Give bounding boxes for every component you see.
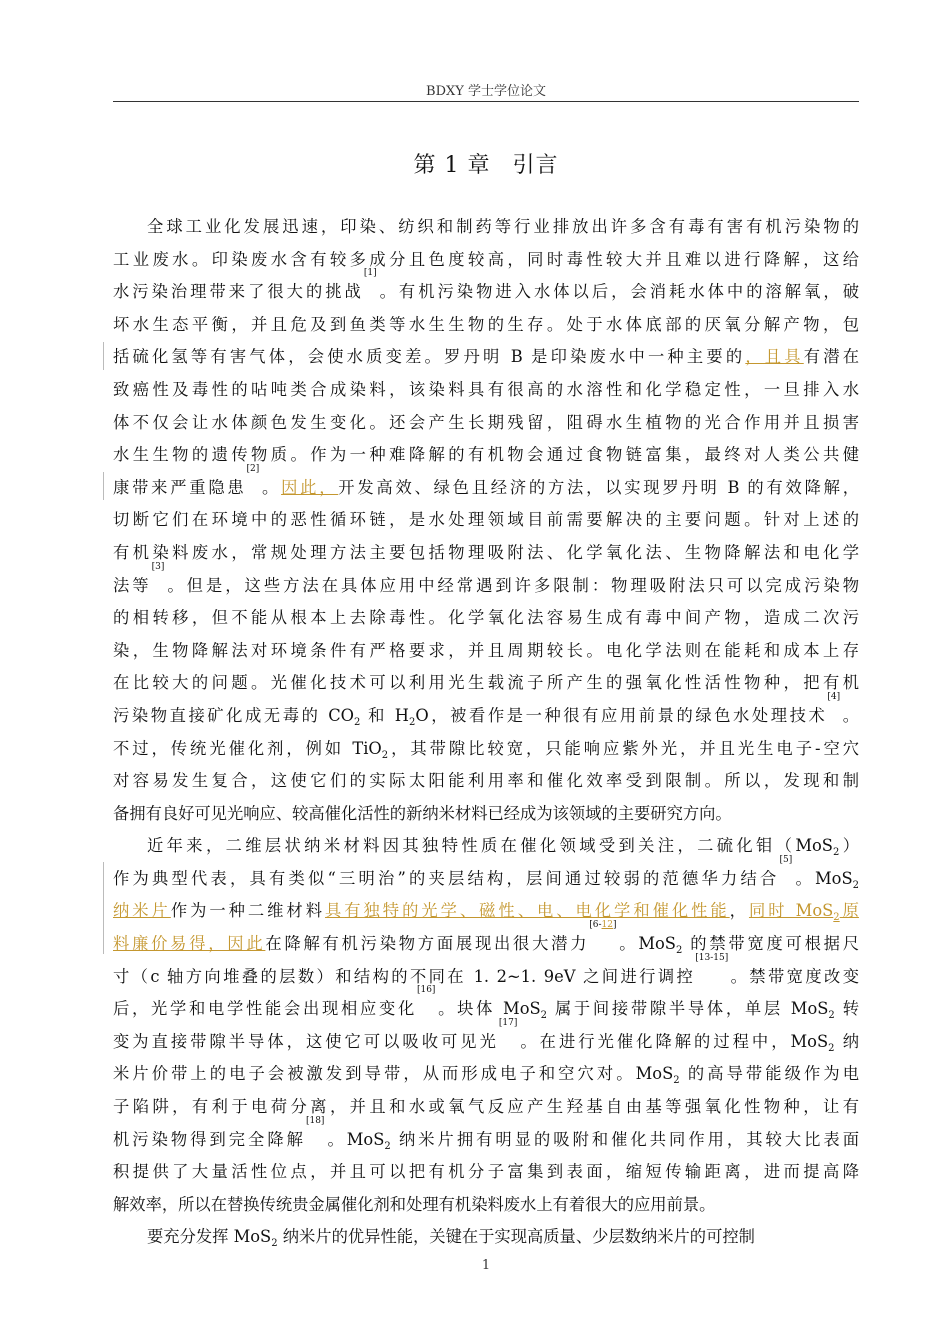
text-run: 开发高效、绿色且经济的方法，以实现罗丹明 B 的有效降解， bbox=[338, 477, 859, 497]
subscript: 2 bbox=[540, 1010, 548, 1022]
text-run: 有潜在 bbox=[803, 347, 859, 367]
tracked-change-subscript: 2 bbox=[833, 912, 840, 924]
text-line bbox=[113, 268, 859, 309]
text-run: 致癌性及毒性的呫吨类合成染料，该染料具有很高的水溶性和化学稳定性，一旦排入水 bbox=[113, 379, 859, 399]
text-run: 属于间接带隙半导体，单层 MoS bbox=[547, 999, 829, 1019]
text-run: 。 bbox=[840, 705, 859, 725]
citation: [5] bbox=[779, 854, 793, 865]
text-run: 法等 bbox=[113, 575, 152, 595]
text-run: 寸（c 轴方向堆叠的层数）和结构的不同在 1. 2~1. 9eV 之间进行调控 bbox=[113, 966, 696, 986]
chapter-name: 引言 bbox=[512, 153, 559, 178]
text-run: 转 bbox=[834, 999, 859, 1019]
subscript: 2 bbox=[828, 1042, 835, 1054]
citation: ] bbox=[613, 920, 617, 931]
text-line bbox=[113, 765, 859, 798]
text-run: 污染物直接矿化成无毒的 CO bbox=[113, 705, 355, 725]
text-run: 不过，传统光催化剂，例如 TiO bbox=[113, 738, 382, 758]
text-line bbox=[113, 733, 859, 766]
text-line bbox=[113, 439, 859, 472]
paragraph bbox=[113, 830, 859, 1221]
revision-mark bbox=[103, 862, 104, 954]
revision-mark bbox=[103, 472, 104, 500]
tracked-change: 同时 MoS bbox=[748, 901, 834, 921]
text-line bbox=[113, 1156, 859, 1189]
text-run: 切断它们在环境中的恶性循环链，是水处理领域目前需要解决的主要问题。针对上述的 bbox=[113, 510, 859, 530]
tracked-change: 因此， bbox=[281, 477, 339, 497]
chapter-title bbox=[113, 148, 859, 179]
text-run: 水污染治理带来了很大的挑战 bbox=[113, 282, 364, 302]
text-line bbox=[113, 309, 859, 342]
text-run: 的高导带能级作为电 bbox=[679, 1064, 859, 1084]
text-run: 坏水生态平衡，并且危及到鱼类等水生生物的生存。处于水体底部的厌氧分解产物，包 bbox=[113, 314, 859, 334]
tracked-change: ，且具 bbox=[745, 347, 804, 367]
text-run: ， bbox=[729, 901, 749, 921]
header-rule bbox=[113, 101, 859, 102]
text-run: 。 bbox=[259, 477, 282, 497]
text-line bbox=[113, 244, 859, 277]
text-run: 。在进行光催化降解的过程中，MoS bbox=[517, 1031, 829, 1051]
text-run: 纳米片拥有明显的吸附和催化共同作用，其较大比表面 bbox=[390, 1129, 859, 1149]
tracked-change-citation: 12 bbox=[601, 920, 613, 931]
text-line bbox=[113, 635, 859, 668]
text-run: 。MoS bbox=[324, 1129, 385, 1149]
text-run: 解效率，所以在替换传统贵金属催化剂和处理有机染料废水上有着很大的应用前景。 bbox=[113, 1194, 716, 1214]
citation: [6- bbox=[589, 920, 602, 931]
body-text bbox=[113, 211, 859, 1254]
subscript: 2 bbox=[384, 1140, 391, 1152]
text-line bbox=[113, 341, 859, 374]
subscript: 2 bbox=[673, 1075, 680, 1087]
subscript: 2 bbox=[408, 716, 416, 728]
text-line bbox=[113, 798, 859, 831]
text-run: 。禁带宽度改变 bbox=[728, 966, 859, 986]
text-run: 积提供了大量活性位点，并且可以把有机分子富集到表面，缩短传输距离，进而提高降 bbox=[113, 1162, 859, 1182]
text-run: 。MoS bbox=[792, 868, 853, 888]
text-run: 全球工业化发展迅速，印染、纺织和制药等行业排放出许多含有毒有害有机污染物的 bbox=[147, 217, 859, 236]
text-run: 子陷阱，有利于电荷分离，并且和水或氧气反应产生羟基自由基等强氧化性物种，让有 bbox=[113, 1097, 859, 1117]
text-run: 水生生物的遗传物质。作为一种难降解的有机物会通过食物链富集，最终对人类公共健 bbox=[113, 445, 859, 465]
citation: [18] bbox=[305, 1115, 325, 1126]
paragraph bbox=[113, 1221, 859, 1254]
text-run: 纳米片的优异性能，关键在于实现高质量、少层数纳米片的可控制 bbox=[277, 1227, 755, 1247]
text-run: 后，光学和电学性能会出现相应变化 bbox=[113, 999, 417, 1019]
text-line bbox=[113, 985, 859, 1026]
text-run: 机污染物得到完全降解 bbox=[113, 1129, 306, 1149]
text-run: 有机染料废水，常规处理方法主要包括物理吸附法、化学氧化法、生物降解法和电化学 bbox=[113, 542, 859, 562]
text-line bbox=[113, 830, 859, 863]
citation: [2] bbox=[246, 463, 260, 474]
text-run: ） bbox=[839, 836, 859, 856]
subscript: 2 bbox=[832, 847, 840, 859]
text-line bbox=[113, 561, 859, 603]
text-line bbox=[113, 952, 859, 994]
text-line bbox=[113, 1091, 859, 1124]
revision-mark bbox=[103, 342, 104, 370]
text-run: 和 H bbox=[360, 705, 409, 725]
text-run: 。但是，这些方法在具体应用中经常遇到许多限制：物理吸附法只可以完成污染物 bbox=[164, 575, 859, 595]
subscript: 2 bbox=[381, 749, 389, 761]
subscript: 2 bbox=[271, 1238, 278, 1250]
text-run: 。MoS bbox=[616, 934, 676, 954]
subscript: 2 bbox=[354, 716, 361, 728]
subscript: 2 bbox=[852, 879, 859, 891]
text-run: 。有机污染物进入水体以后，会消耗水体中的溶解氧，破 bbox=[376, 282, 859, 302]
text-run: 的禁带宽度可根据尺 bbox=[682, 934, 859, 954]
tracked-change: 原 bbox=[839, 901, 859, 921]
page-number: 1 bbox=[481, 1258, 491, 1273]
text-line bbox=[113, 537, 859, 570]
text-run: 括硫化氢等有害气体，会使水质变差。罗丹明 B 是印染废水中一种主要的 bbox=[113, 347, 746, 367]
citation: [1] bbox=[363, 268, 377, 279]
text-run: 要充分发挥 MoS bbox=[147, 1227, 272, 1247]
text-run: 工业废水。印染废水含有较多成分且色度较高，同时毒性较大并且难以进行降解，这给 bbox=[113, 249, 859, 269]
text-line bbox=[113, 1115, 859, 1157]
text-line bbox=[113, 211, 859, 244]
text-line bbox=[113, 1017, 859, 1059]
citation: [16] bbox=[416, 985, 436, 996]
text-run: 作为典型代表，具有类似“三明治”的夹层结构，层间通过较弱的范德华力结合 bbox=[113, 868, 780, 888]
text-run: 纳 bbox=[834, 1031, 859, 1051]
text-run: 作为一种二维材料 bbox=[170, 901, 325, 921]
tracked-change: 具有独特的光学、磁性、电、电化学和催化性能 bbox=[324, 901, 730, 921]
chapter-number: 第 1 章 bbox=[413, 153, 491, 178]
text-run: 近年来，二维层状纳米材料因其独特性质在催化领域受到关注，二硫化钼（MoS bbox=[147, 836, 833, 856]
text-run: ，其带隙比较宽，只能响应紫外光，并且光生电子-空穴 bbox=[388, 738, 859, 758]
text-line bbox=[113, 854, 859, 896]
text-run: 的相转移，但不能从根本上去除毒性。化学氧化法容易生成有毒中间产物，造成二次污 bbox=[113, 608, 859, 628]
text-line bbox=[113, 920, 859, 961]
text-run: 染，生物降解法对环境条件有严格要求，并且周期较长。电化学法则在能耗和成本上存 bbox=[113, 640, 859, 660]
text-line bbox=[113, 1189, 859, 1222]
text-run: O，被看作是一种很有应用前景的绿色水处理技术 bbox=[415, 705, 828, 725]
text-run: 对容易发生复合，这使它们的实际太阳能利用率和催化效率受到限制。所以，发现和制 bbox=[113, 771, 859, 791]
citation: [17] bbox=[498, 1017, 518, 1028]
citation: [13-15] bbox=[695, 952, 729, 963]
tracked-change: 料廉价易得，因此 bbox=[113, 934, 266, 954]
text-line bbox=[113, 691, 859, 733]
citation: [4] bbox=[827, 691, 841, 702]
citation: [3] bbox=[151, 561, 165, 572]
text-run: 变为直接带隙半导体，这使它可以吸收可见光 bbox=[113, 1031, 499, 1051]
tracked-change: 纳米片 bbox=[113, 901, 171, 921]
text-line bbox=[113, 374, 859, 407]
text-line bbox=[113, 1058, 859, 1091]
running-header: BDXY 学士学位论文 bbox=[426, 84, 546, 99]
text-run: 在比较大的问题。光催化技术可以利用光生载流子所产生的强氧化性活性物种，把有机 bbox=[113, 673, 859, 693]
text-line bbox=[113, 504, 859, 537]
text-line bbox=[113, 463, 859, 505]
subscript: 2 bbox=[828, 1010, 835, 1022]
text-run: 在降解有机污染物方面展现出很大潜力 bbox=[265, 934, 590, 954]
subscript: 2 bbox=[675, 945, 683, 957]
paragraph bbox=[113, 211, 859, 830]
text-line bbox=[113, 407, 859, 440]
text-line bbox=[113, 602, 859, 635]
text-line bbox=[113, 667, 859, 700]
text-run: 备拥有良好可见光响应、较高催化活性的新纳米材料已经成为该领域的主要研究方向。 bbox=[113, 803, 732, 823]
text-line bbox=[113, 895, 859, 931]
text-run: 米片价带上的电子会被激发到导带，从而形成电子和空穴对。MoS bbox=[113, 1064, 674, 1084]
text-run: 体不仅会让水体颜色发生变化。还会产生长期残留，阻碍水生植物的光合作用并且损害 bbox=[113, 412, 859, 432]
text-line bbox=[113, 1221, 859, 1254]
text-run: 康带来严重隐患 bbox=[113, 477, 247, 497]
text-run: 。块体 MoS bbox=[435, 999, 541, 1019]
